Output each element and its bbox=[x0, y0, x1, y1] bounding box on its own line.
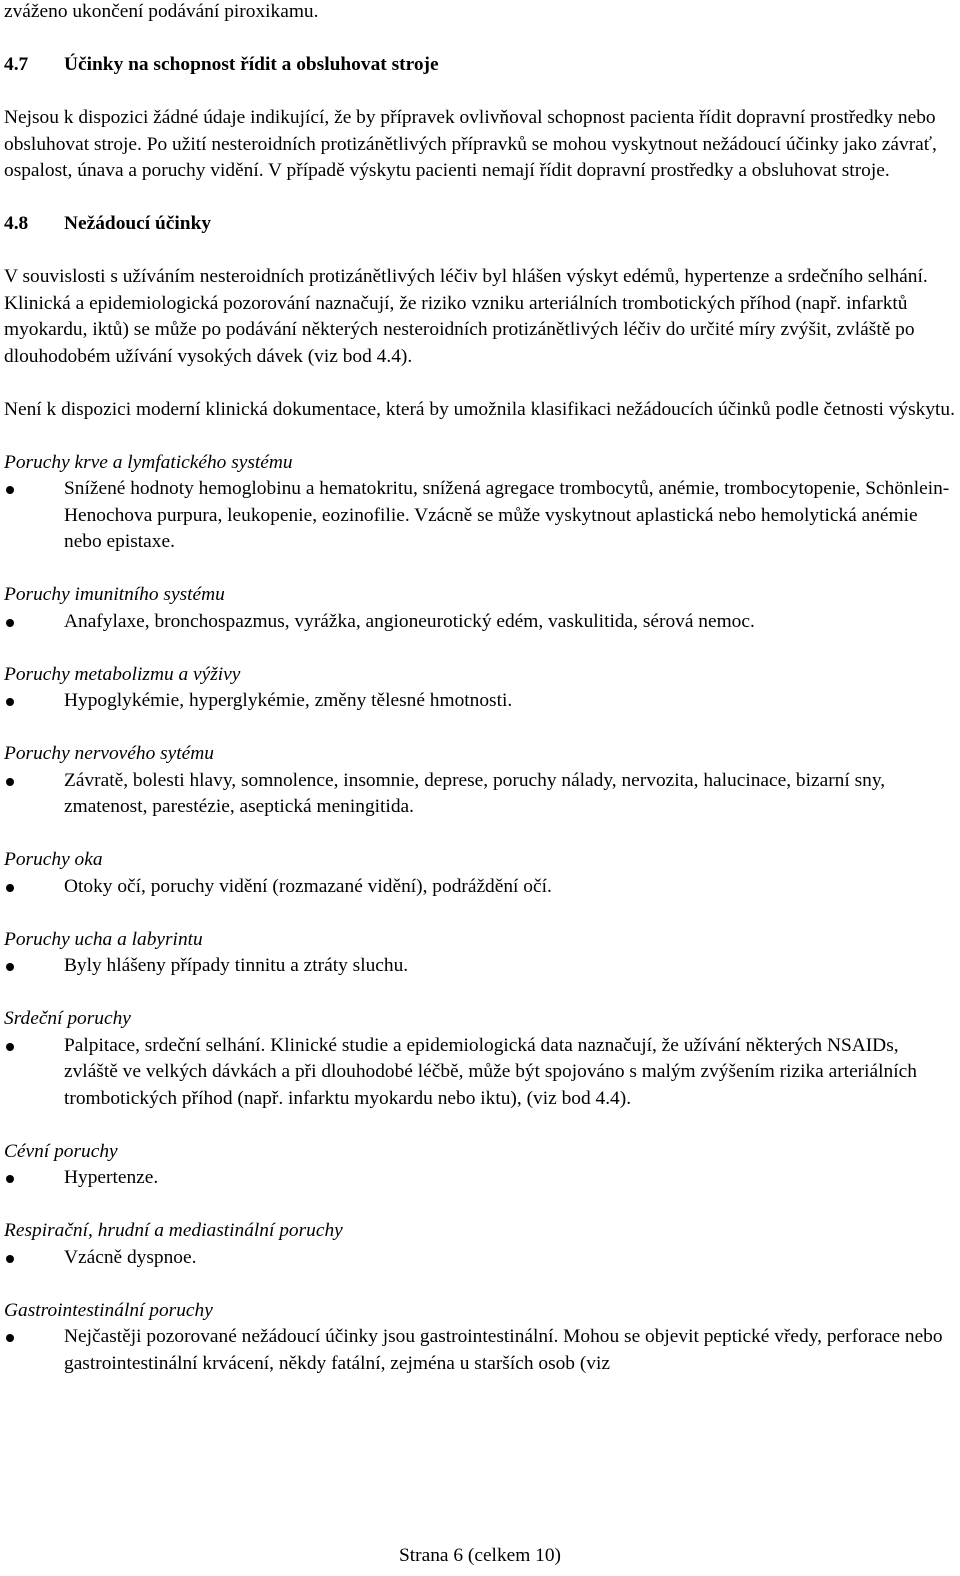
section-4-8-paragraph-3: Není k dispozici moderní klinická dokumentace, která by umožnila klasifikaci nežádoucích účinků podle četnosti výskytu. bbox=[4, 398, 955, 420]
category-title: Poruchy nervového sytému bbox=[4, 743, 214, 764]
category-cardiac bbox=[4, 1006, 956, 1112]
list-item: Byly hlášeny případy tinnitu a ztráty sluchu. bbox=[4, 953, 956, 980]
category-title: Poruchy krve a lymfatického systému bbox=[4, 451, 293, 473]
section-title: Účinky na schopnost řídit a obsluhovat stroje bbox=[64, 54, 439, 75]
category-metabolism bbox=[4, 662, 956, 715]
section-number: 4.8 bbox=[4, 213, 29, 234]
list-item: Otoky očí, poruchy vidění (rozmazané vidění), podráždění očí. bbox=[4, 874, 956, 901]
intro-line: zváženo ukončení podávání piroxikamu. bbox=[4, 1, 319, 22]
list-item: Hypoglykémie, hyperglykémie, změny tělesné hmotnosti. bbox=[4, 688, 956, 715]
section-4-7-paragraph: Nejsou k dispozici žádné údaje indikující, že by přípravek ovlivňoval schopnost pacienta řídit dopravní prostředky nebo obsluhovat stroje. Po užití nesteroidních protizánětlivých přípravků se mohou vyskytnout nežádoucí účinky jako závrať, ospalost, únava a poruchy vidění. V případě výskytu pacienti nemají řídit dopravní prostředky a obsluhovat stroje. bbox=[4, 107, 937, 181]
category-title: Gastrointestinální poruchy bbox=[4, 1299, 213, 1321]
category-ear bbox=[4, 927, 956, 980]
document-page bbox=[4, 0, 956, 1377]
list-item: Nejčastěji pozorované nežádoucí účinky jsou gastrointestinální. Mohou se objevit peptické vředy, perforace nebo gastrointestinální krvácení, někdy fatální, zejména u starších osob (viz bbox=[4, 1324, 956, 1377]
category-title: Poruchy oka bbox=[4, 849, 103, 870]
list-item: Hypertenze. bbox=[4, 1165, 956, 1192]
section-heading-4-8 bbox=[4, 211, 956, 238]
list-item: Palpitace, srdeční selhání. Klinické studie a epidemiologická data naznačují, že užívání některých NSAIDs, zvláště ve velkých dávkách a při dlouhodobé léčbě, může být spojováno s malým zvýšením rizika arteriálních trombotických příhod (např. infarktu myokardu nebo iktu), (viz bod 4.4). bbox=[4, 1033, 956, 1113]
list-item: Anafylaxe, bronchospazmus, vyrážka, angioneurotický edém, vaskulitida, sérová nemoc. bbox=[4, 609, 956, 636]
category-title: Poruchy imunitního systému bbox=[4, 584, 225, 605]
category-nervous bbox=[4, 741, 956, 821]
list-item: Závratě, bolesti hlavy, somnolence, insomnie, deprese, poruchy nálady, nervozita, halucinace, bizarní sny, zmatenost, parestézie, aseptická meningitida. bbox=[4, 768, 956, 821]
section-number: 4.7 bbox=[4, 54, 29, 75]
section-heading-4-7 bbox=[4, 52, 956, 79]
category-eye bbox=[4, 847, 956, 900]
list-item: Snížené hodnoty hemoglobinu a hematokritu, snížená agregace trombocytů, anémie, trombocytopenie, Schönlein-Henochova purpura, leukopenie, eozinofilie. Vzácně se může vyskytnout aplastická nebo hemolytická anémie nebo epistaxe. bbox=[4, 476, 956, 556]
category-title: Respirační, hrudní a mediastinální poruchy bbox=[4, 1220, 343, 1241]
category-blood bbox=[4, 450, 956, 556]
category-title: Poruchy metabolizmu a výživy bbox=[4, 663, 241, 685]
section-4-8-paragraph-2: Klinická a epidemiologická pozorování naznačují, že riziko vzniku arteriálních trombotických příhod (např. infarktů myokardu, iktů) se může po podávání některých nesteroidních protizánětlivých léčiv do určité míry zvýšit, zvláště po dlouhodobém užívání vysokých dávek (viz bod 4.4). bbox=[4, 292, 915, 367]
category-respiratory bbox=[4, 1218, 956, 1271]
category-title: Poruchy ucha a labyrintu bbox=[4, 928, 203, 950]
section-title: Nežádoucí účinky bbox=[64, 213, 212, 234]
category-gastrointestinal bbox=[4, 1298, 956, 1378]
section-4-8-paragraph-1: V souvislosti s užíváním nesteroidních protizánětlivých léčiv byl hlášen výskyt edémů, hypertenze a srdečního selhání. bbox=[4, 266, 928, 287]
category-vascular bbox=[4, 1139, 956, 1192]
list-item: Vzácně dyspnoe. bbox=[4, 1245, 956, 1272]
category-title: Srdeční poruchy bbox=[4, 1008, 131, 1029]
category-immune bbox=[4, 582, 956, 635]
category-title: Cévní poruchy bbox=[4, 1140, 118, 1162]
page-footer: Strana 6 (celkem 10) bbox=[398, 1545, 562, 1566]
